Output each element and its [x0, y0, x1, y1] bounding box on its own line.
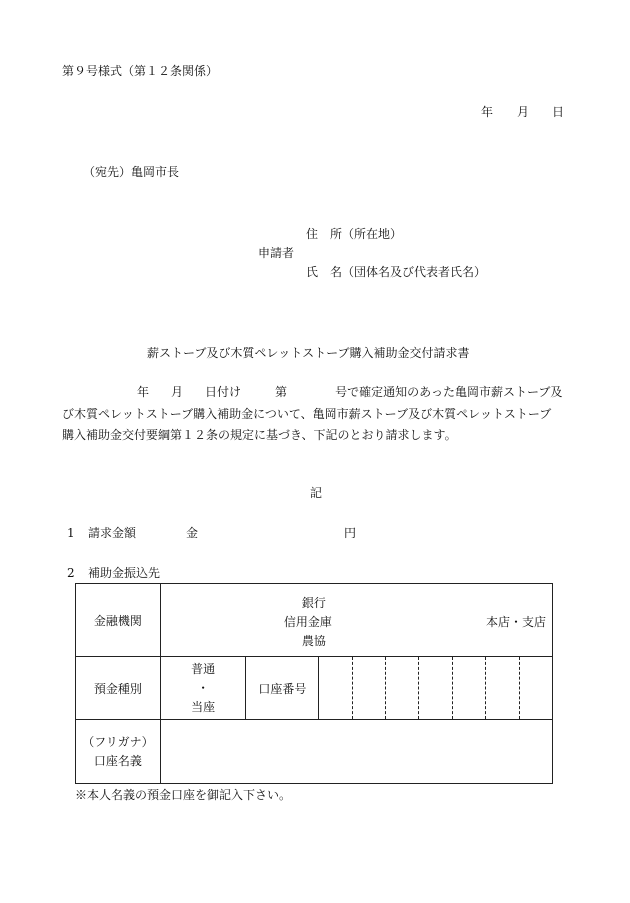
- deposit-type-label: 預金種別: [76, 657, 161, 720]
- item1-kin: 金: [186, 526, 199, 540]
- addressee: （宛先）亀岡市長: [83, 165, 180, 179]
- body-year: 年: [137, 385, 150, 399]
- applicant-label: 申請者: [258, 246, 295, 260]
- account-digit-cell[interactable]: [352, 657, 385, 720]
- item2-number: 2: [67, 566, 75, 580]
- option-separator: ・: [197, 680, 210, 695]
- body-line-3: 購入補助金交付要綱第１２条の規定に基づき、下記のとおり請求します。: [62, 428, 457, 442]
- ki-heading: 記: [310, 486, 323, 500]
- date-day: 日: [552, 105, 565, 119]
- body-month: 月: [171, 385, 184, 399]
- body-line1-rest: 号で確定通知のあった亀岡市薪ストーブ及: [335, 385, 563, 399]
- account-name-cell[interactable]: [160, 720, 552, 784]
- body-line-2: び木質ペレットストーブ購入補助金について、亀岡市薪ストーブ及び木質ペレットストーブ: [62, 406, 552, 421]
- body-line-1: [62, 382, 568, 404]
- table-row-account-name: [76, 720, 553, 784]
- bank-account-table: [75, 583, 553, 784]
- shinkin-text: 信用金庫: [283, 615, 332, 629]
- account-digit-cell[interactable]: [319, 657, 352, 720]
- table-row-deposit: [76, 657, 553, 720]
- account-digit-cell[interactable]: [386, 657, 419, 720]
- account-digit-cell[interactable]: [486, 657, 519, 720]
- item1-yen: 円: [344, 526, 357, 540]
- deposit-type-cell[interactable]: [160, 657, 246, 720]
- account-name-label: 口座名義: [93, 753, 142, 768]
- table-row-institution: [76, 584, 553, 657]
- name-label: 氏 名（団体名及び代表者氏名）: [306, 265, 487, 279]
- date-month: 月: [517, 105, 530, 119]
- document-title: 薪ストーブ及び木質ペレットストーブ購入補助金交付請求書: [147, 346, 470, 360]
- account-digit-cell[interactable]: [519, 657, 552, 720]
- item2-label: 補助金振込先: [88, 566, 161, 580]
- toza-option: 当座: [191, 699, 216, 714]
- body-number-prefix: 第: [275, 385, 288, 399]
- item1-label: 請求金額: [88, 526, 137, 540]
- institution-label: 金融機関: [76, 584, 161, 657]
- address-label: 住 所（所在地）: [306, 227, 403, 241]
- account-digit-cell[interactable]: [452, 657, 485, 720]
- body-dated: 日付け: [205, 385, 242, 399]
- bank-text: 銀行: [301, 596, 326, 610]
- body-paragraph: [62, 382, 568, 447]
- account-name-label-cell: [76, 720, 161, 784]
- account-number-label: 口座番号: [246, 657, 319, 720]
- branch-text: 本店・支店: [485, 615, 546, 629]
- form-number: 第９号様式（第１２条関係）: [62, 64, 219, 78]
- institution-cell[interactable]: [160, 584, 552, 657]
- item1-number: 1: [67, 526, 75, 540]
- nokyo-text: 農協: [301, 634, 326, 648]
- note-text: ※本人名義の預金口座を御記入下さい。: [75, 788, 292, 802]
- furigana-label: （フリガナ）: [82, 734, 154, 749]
- date-year: 年: [481, 105, 494, 119]
- futsu-option: 普通: [191, 661, 216, 676]
- account-digit-cell[interactable]: [419, 657, 452, 720]
